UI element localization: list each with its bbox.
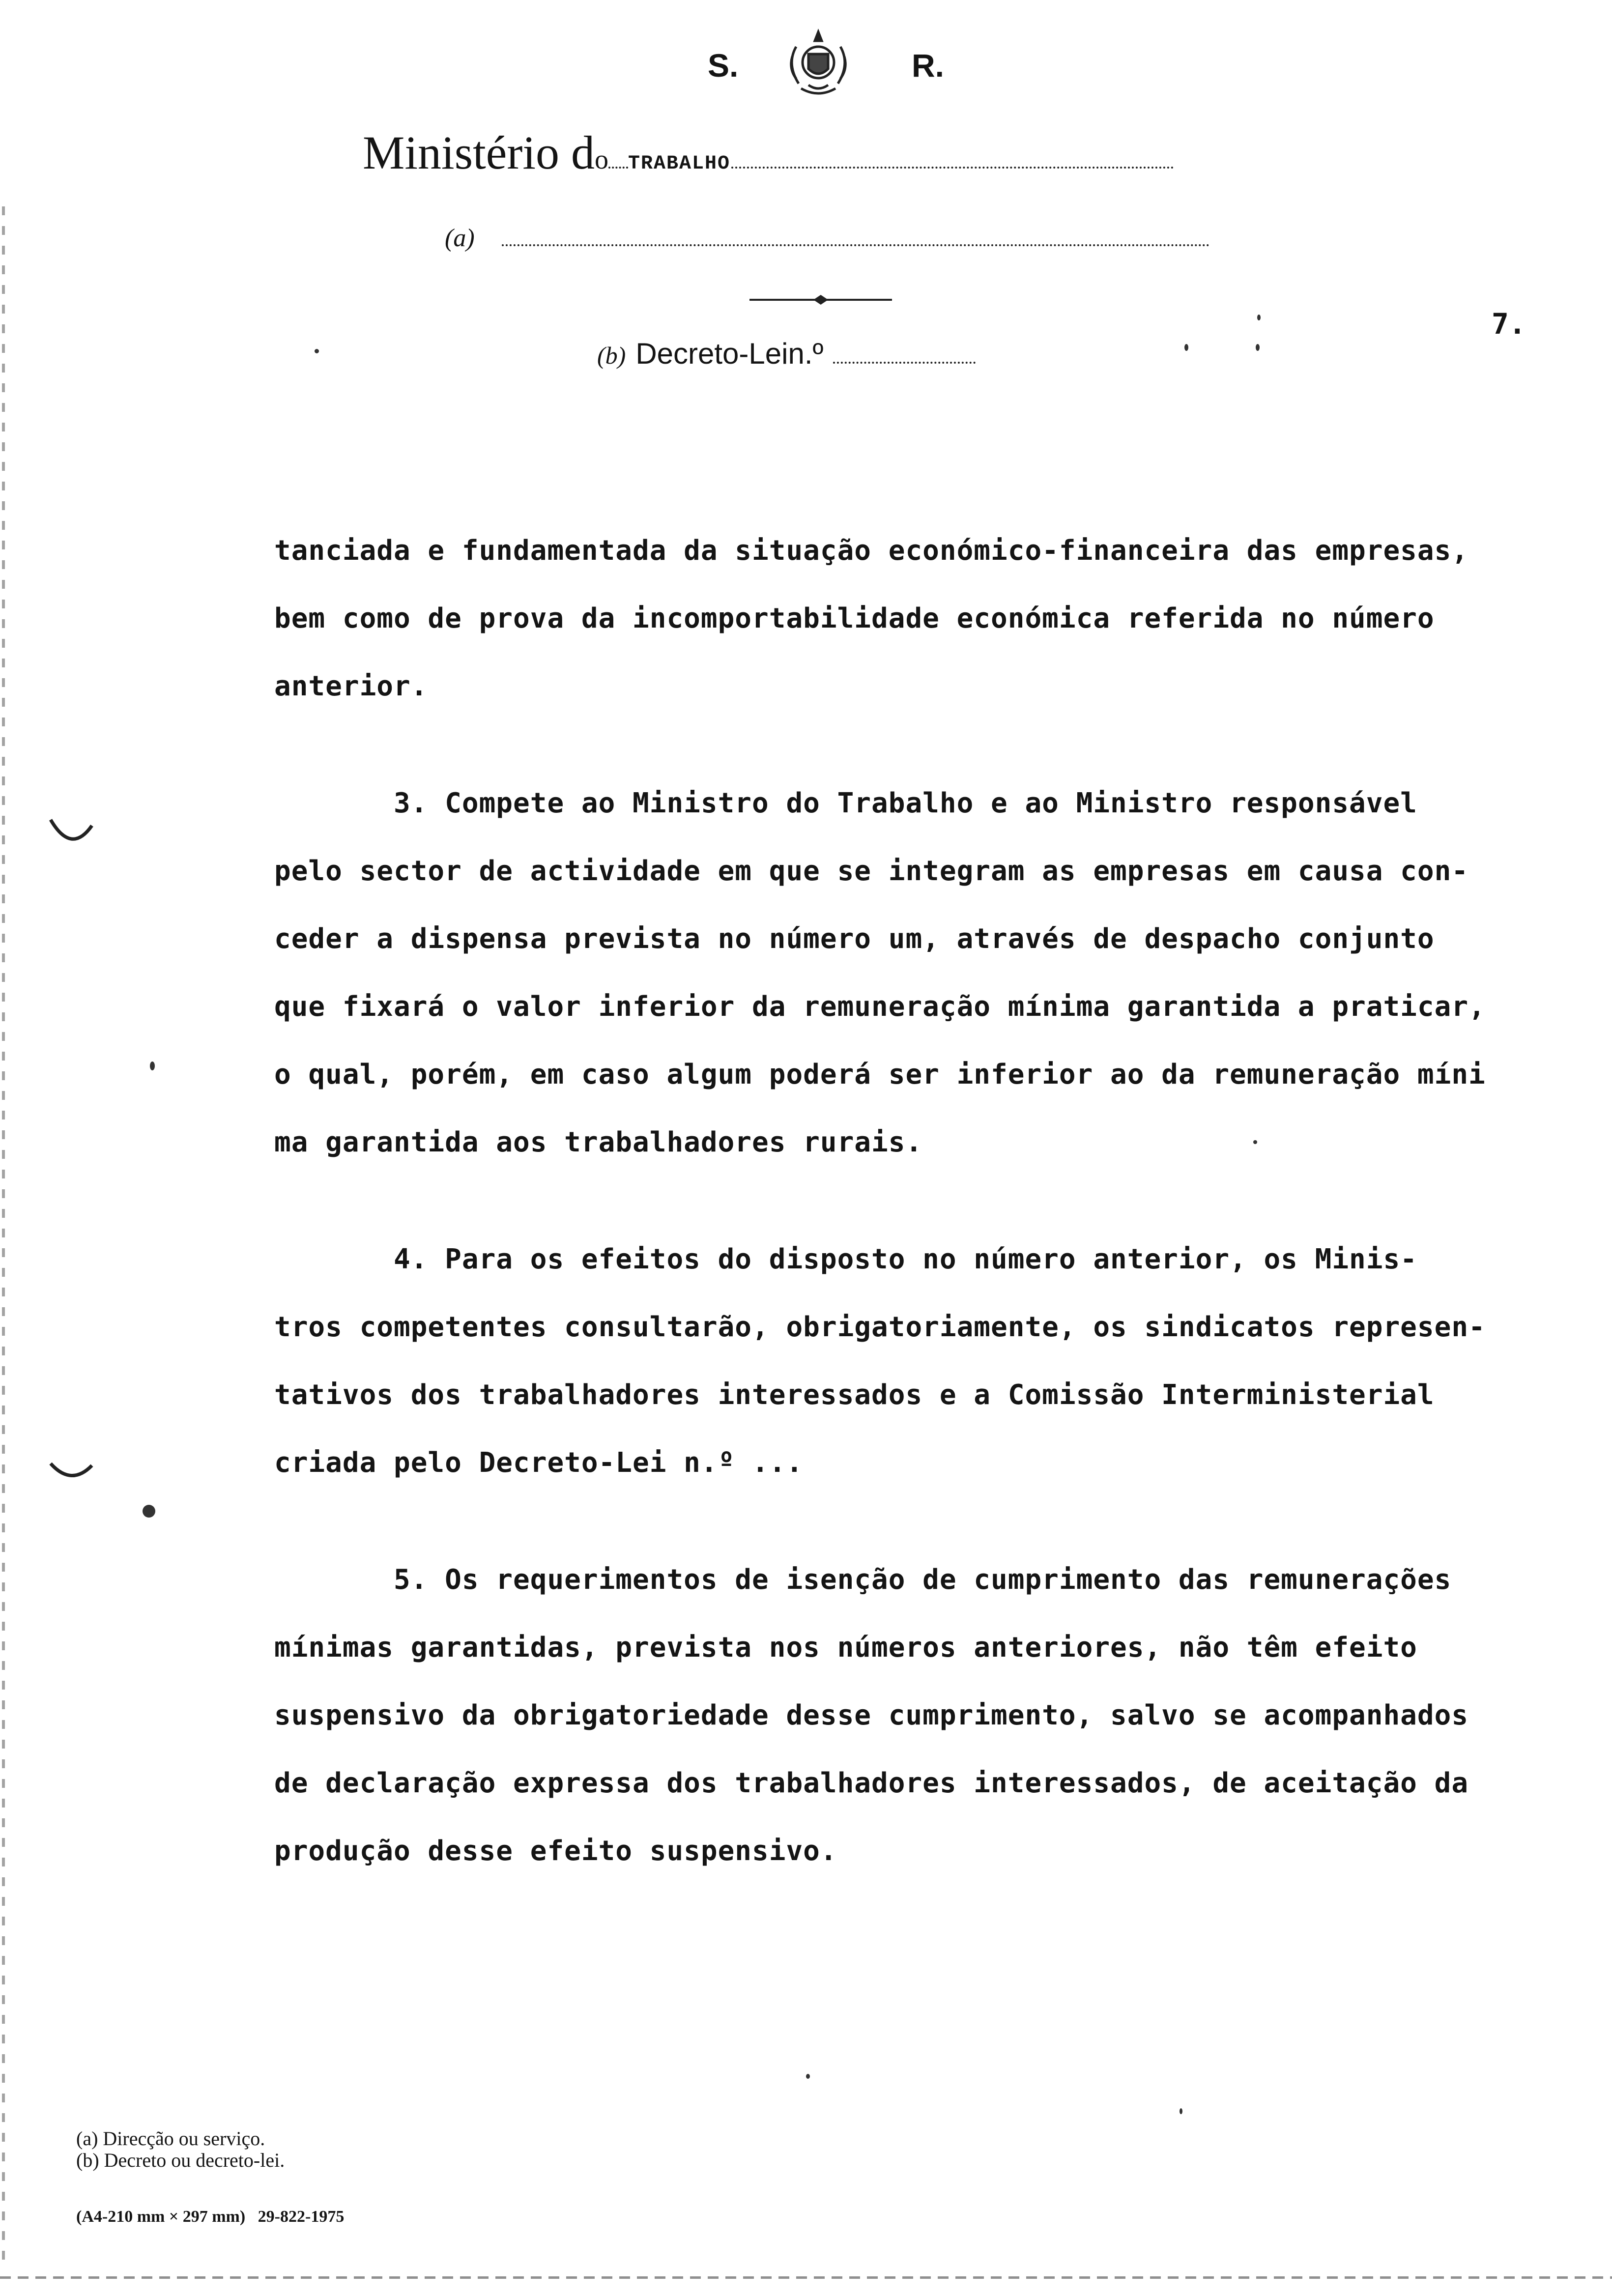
ministry-name: TRABALHO — [628, 153, 731, 175]
ministry-prefix: Ministério d — [363, 126, 595, 179]
punch-mark-icon — [47, 1460, 96, 1484]
coat-of-arms-icon — [781, 27, 855, 101]
text-line: tros competentes consultarão, obrigatoriamente, os sindicatos represen- — [274, 1311, 1486, 1343]
text-line: suspensivo da obrigatoriedade desse cumprimento, salvo se acompanhados — [274, 1699, 1469, 1731]
decree-label: Decreto-Lein.º — [635, 337, 824, 370]
page-number: 7. — [1492, 307, 1526, 341]
text-line: pelo sector de actividade em que se integram as empresas em causa con- — [274, 855, 1469, 887]
ink-dot — [150, 1062, 155, 1070]
scan-edge-left — [2, 206, 5, 2270]
ink-dot — [1184, 344, 1188, 351]
text-line: 5. Os requerimentos de isenção de cumprimento das remunerações — [274, 1564, 1452, 1596]
scan-edge-bottom — [0, 2276, 1612, 2279]
ink-dot — [315, 349, 319, 353]
paragraph-3 — [274, 770, 1572, 1177]
text-line: tanciada e fundamentada da situação económico-financeira das empresas, — [274, 535, 1469, 567]
text-line: produção desse efeito suspensivo. — [274, 1835, 837, 1867]
ink-dot — [806, 2074, 810, 2079]
footnote-a: (a) Direcção ou serviço. — [76, 2127, 265, 2150]
document-body — [274, 517, 1572, 1885]
text-line: bem como de prova da incomportabilidade económica referida no número — [274, 603, 1435, 634]
paragraph-continuation — [274, 517, 1572, 720]
text-line: o qual, porém, em caso algum poderá ser inferior ao da remuneração míni — [274, 1059, 1486, 1091]
ministry-o: o — [594, 144, 608, 175]
direction-field — [445, 224, 1209, 253]
text-line: anterior. — [274, 670, 428, 702]
paragraph-5 — [274, 1546, 1572, 1885]
direction-label: (a) — [445, 224, 475, 252]
direction-dots — [502, 244, 1209, 246]
text-line: 3. Compete ao Ministro do Trabalho e ao Ministro responsável — [274, 787, 1417, 819]
text-line: de declaração expressa dos trabalhadores interessados, de aceitação da — [274, 1767, 1469, 1799]
decree-dots — [833, 362, 976, 364]
form-code: (A4-210 mm × 297 mm) 29-822-1975 — [76, 2208, 345, 2226]
ministry-dots-a — [608, 167, 628, 169]
punch-mark-icon — [47, 816, 96, 850]
text-line: tativos dos trabalhadores interessados e a Comissão Interministerial — [274, 1379, 1435, 1411]
ink-dot — [1257, 315, 1261, 320]
footnotes — [76, 2128, 285, 2171]
s-letter: S. — [708, 47, 739, 84]
footnote-b: (b) Decreto ou decreto-lei. — [76, 2149, 285, 2171]
text-line: criada pelo Decreto-Lei n.º ... — [274, 1447, 804, 1479]
paragraph-4 — [274, 1226, 1572, 1497]
header-emblem-line — [688, 27, 963, 120]
text-line: 4. Para os efeitos do disposto no número anterior, os Minis- — [274, 1243, 1417, 1275]
text-line: que fixará o valor inferior da remuneração mínima garantida a praticar, — [274, 991, 1486, 1023]
ink-dot — [1180, 2108, 1182, 2114]
ministry-title — [363, 125, 1174, 180]
text-line: ceder a dispensa prevista no número um, através de despacho conjunto — [274, 923, 1435, 955]
ministry-dots-b — [731, 167, 1174, 169]
ink-dot — [1253, 1140, 1257, 1144]
text-line: ma garantida aos trabalhadores rurais. — [274, 1126, 923, 1158]
ornament-divider — [749, 294, 892, 306]
ink-dot — [143, 1505, 155, 1518]
decree-field — [597, 337, 976, 371]
ink-dot — [1256, 344, 1260, 351]
decree-b-label: (b) — [597, 342, 626, 369]
text-line: mínimas garantidas, prevista nos números anteriores, não têm efeito — [274, 1632, 1417, 1664]
r-letter: R. — [912, 47, 944, 84]
